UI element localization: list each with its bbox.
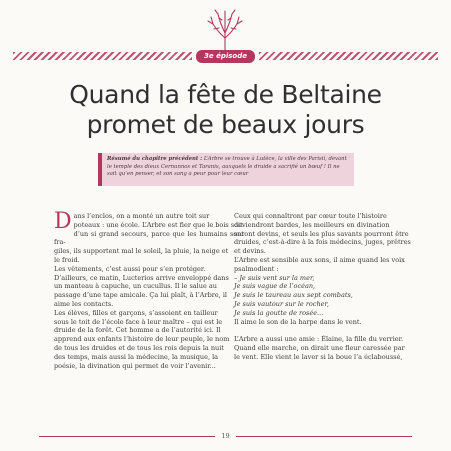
text-line: giles, ils supportent mal le soleil, la pluie, la neige et bbox=[54, 247, 229, 256]
text-line: Les élèves, filles et garçons, s’assoient en tailleur bbox=[54, 308, 218, 317]
text-line: sous le toit de l’école face à leur maître – qui est le bbox=[54, 317, 223, 326]
title-line: Quand la fête de Beltaine bbox=[69, 80, 382, 109]
summary-text: L’Arbre se trouve à Lutèce, la ville des Parisii, devant le temple des dieux Cernunnos et Taranis, auxquels le druide a sacrifié un bœuf ! Il ne sait qu’en penser, et son sang a peur pour leur cœur bbox=[107, 156, 347, 178]
verse-line: Je suis le taureau aux sept combats, bbox=[234, 291, 353, 300]
tree-icon bbox=[205, 8, 245, 50]
text-line: druide de la forêt. Cet homme a de l’autorité ici. Il bbox=[54, 326, 221, 335]
text-line: apprend aux enfants l’histoire de leur peuple, le nom bbox=[54, 335, 230, 344]
text-line: passage d’une tape amicale. Ça lui plaît, à l’Arbre, il bbox=[54, 291, 227, 300]
text-line: ans l’enclos, on a monté un autre toit sur bbox=[73, 212, 210, 220]
text-line: L’Arbre est sensible aux sons, il aime quand les voix bbox=[234, 255, 405, 264]
title-line: promet de beaux jours bbox=[86, 110, 365, 139]
text-line: le vent. Elle vient le laver si la boue l’a éclaboussé, bbox=[234, 352, 403, 361]
left-column bbox=[54, 209, 244, 370]
text-line: aime les contacts. bbox=[54, 299, 114, 308]
page-number: 19 bbox=[221, 432, 230, 440]
text-line: psalmodient : bbox=[234, 264, 279, 273]
ornament-left bbox=[13, 52, 192, 60]
footer-rule-right bbox=[236, 436, 412, 437]
text-line: D’ailleurs, ce matin, Lucterios arrive enveloppé dans bbox=[54, 273, 229, 282]
text-line: et devins. bbox=[234, 247, 266, 256]
text-line: L’Arbre a aussi une amie : Élaine, la fille du verrier. bbox=[234, 334, 404, 343]
page-footer bbox=[0, 432, 451, 440]
drop-cap: D bbox=[54, 209, 72, 234]
paragraph-gap bbox=[234, 326, 414, 335]
text-line: Les vêtements, c’est aussi pour s’en protéger. bbox=[54, 264, 206, 273]
verse-line: – Je suis vent sur la mer, bbox=[234, 273, 315, 282]
verse-line: Je suis vautour sur le rocher, bbox=[234, 299, 329, 308]
text-line: Il aime le son de la harpe dans le vent. bbox=[234, 317, 362, 326]
text-line: druides, c’est-à-dire à la fois médecins, juges, prêtres bbox=[234, 238, 411, 247]
summary-box bbox=[98, 153, 354, 186]
text-line: Ceux qui connaîtront par cœur toute l’histoire bbox=[234, 212, 387, 220]
text-line: d’un si grand secours, parce que les humains sont fra- bbox=[54, 229, 244, 247]
summary-label: Résumé du chapitre précédent : bbox=[107, 156, 203, 162]
text-line: un manteau à capuche, un cucullus. Il le salue au bbox=[54, 282, 217, 291]
ornament-right bbox=[259, 52, 438, 60]
text-line: le froid. bbox=[54, 255, 80, 264]
right-column bbox=[234, 212, 414, 361]
chapter-title bbox=[20, 80, 431, 140]
verse-line: Je suis la goutte de rosée... bbox=[234, 308, 324, 317]
footer-rule-left bbox=[39, 436, 215, 437]
episode-band bbox=[13, 50, 438, 62]
text-line: poteaux : une école. L’Arbre est fier que le bois soit bbox=[73, 220, 243, 229]
text-line: deviendront bardes, les meilleurs en divination bbox=[234, 220, 390, 229]
verse-line: Je suis vague de l’océan, bbox=[234, 282, 316, 291]
text-line: des temps, mais aussi la médecine, la musique, la bbox=[54, 352, 219, 361]
text-line: seront devins, et seuls les plus savants pourront être bbox=[234, 229, 409, 238]
text-line: de tous les druides et de tous les rois depuis la nuit bbox=[54, 343, 224, 352]
episode-badge: 3e épisode bbox=[196, 50, 255, 63]
text-line: poésie, la divination qui permet de voir l’avenir... bbox=[54, 361, 216, 370]
text-line: Quand elle marche, on dirait une fleur caressée par bbox=[234, 343, 405, 352]
